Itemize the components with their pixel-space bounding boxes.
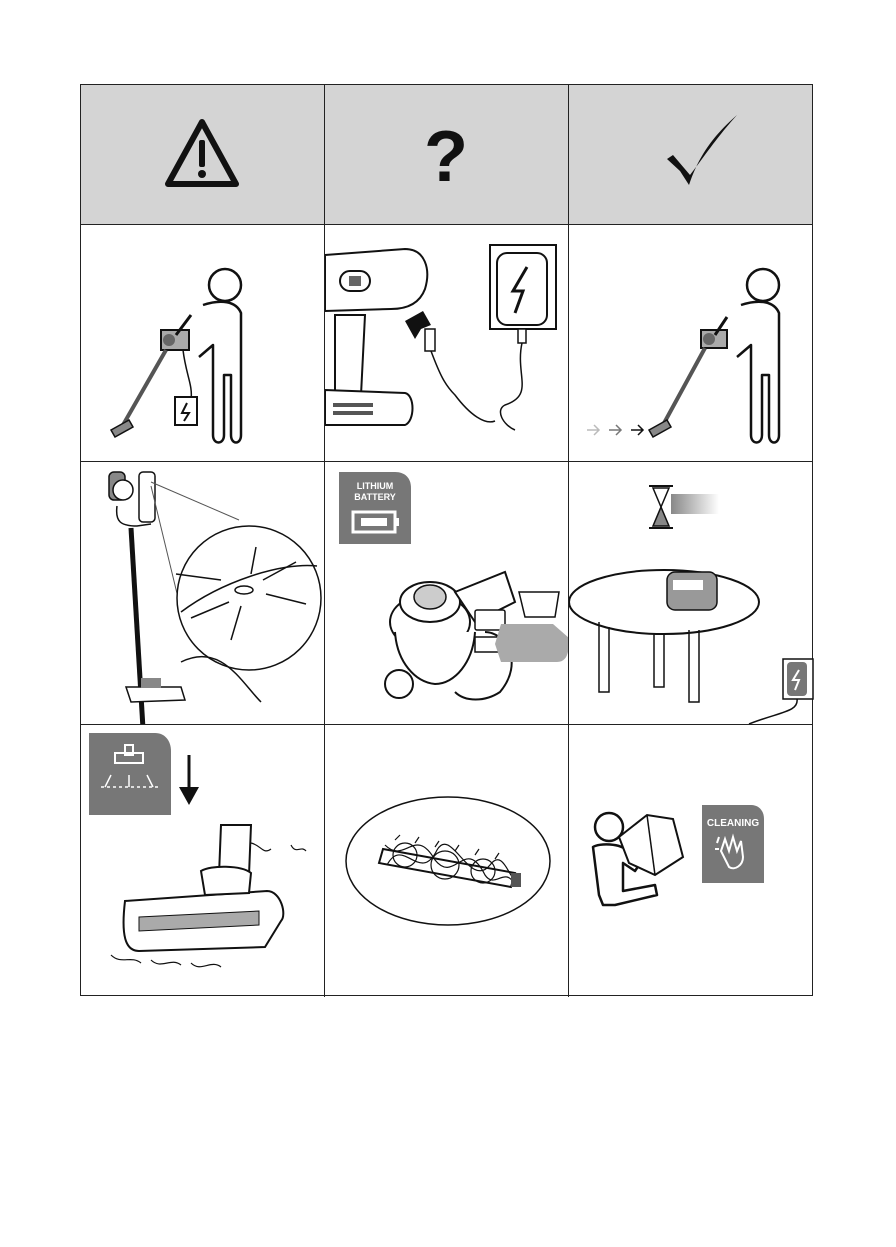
lithium-badge-line2: BATTERY xyxy=(354,492,396,502)
read-manual-cleaning-illustration xyxy=(569,725,814,997)
header-cause xyxy=(325,85,568,224)
battery-pack-icon xyxy=(667,572,717,610)
hourglass-icon xyxy=(649,486,673,528)
time-fade-bar xyxy=(671,494,719,514)
cleaning-badge-label: CLEANING xyxy=(706,818,760,829)
person-reading-manual-icon xyxy=(593,813,683,905)
vacuum-indicator-zoom-illustration xyxy=(81,462,324,724)
battery-cooling-table-illustration xyxy=(569,462,814,724)
down-arrow-icon xyxy=(179,755,199,805)
header-problem xyxy=(81,85,324,224)
question-symbol: ? xyxy=(424,117,468,197)
plug-charger-illustration xyxy=(325,225,568,461)
brush-roll-tangled-illustration xyxy=(325,725,568,997)
floor-nozzle-illustration xyxy=(81,725,324,997)
checkmark-icon xyxy=(569,85,814,224)
warning-triangle-icon xyxy=(81,85,324,224)
cleaning-badge xyxy=(702,805,764,883)
person-vacuum-moving-illustration xyxy=(569,225,814,461)
battery-removal-illustration xyxy=(325,462,568,724)
troubleshooting-grid xyxy=(80,84,813,996)
person-vacuum-charging-illustration xyxy=(81,225,324,461)
header-solution xyxy=(569,85,814,224)
lithium-badge-line1: LITHIUM xyxy=(356,481,394,491)
question-mark-icon xyxy=(325,85,568,224)
